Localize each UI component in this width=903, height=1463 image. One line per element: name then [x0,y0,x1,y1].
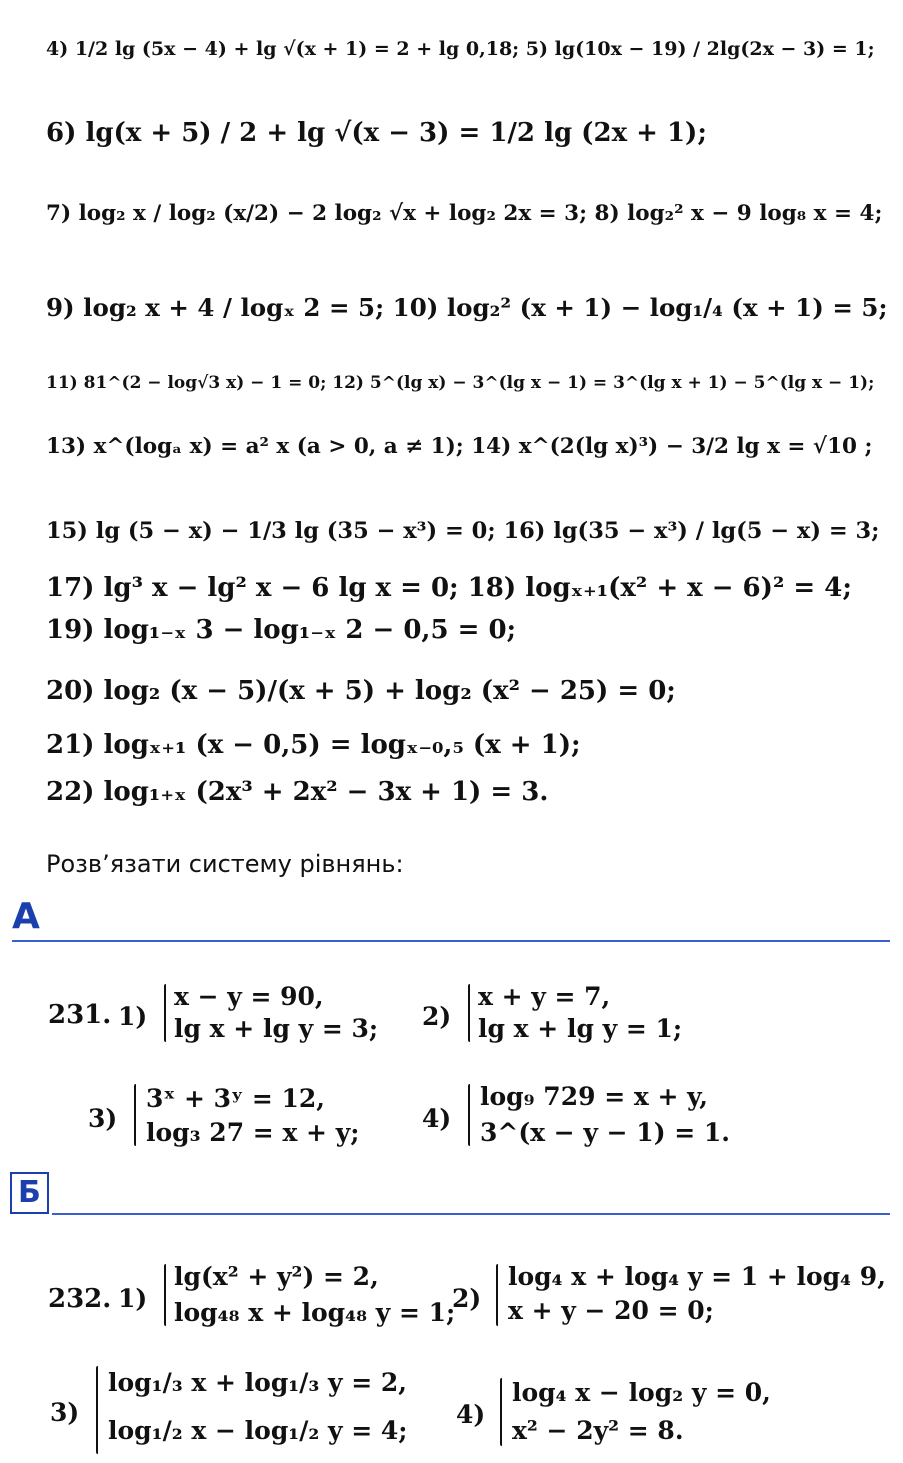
problem-231-number: 231. [48,1000,112,1030]
equation-7-8: 7) log₂ x / log₂ (x/2) − 2 log₂ √x + log₂ 2x = 3; 8) log₂² x − 9 log₈ x = 4; [46,201,883,226]
system-row: 3ˣ + 3ʸ = 12, [146,1084,325,1113]
section-a-divider [12,940,890,942]
equation-6: 6) lg(x + 5) / 2 + lg √(x − 3) = 1/2 lg (2x + 1); [46,118,707,148]
system-232-3 [50,1362,408,1458]
system-row: log₄₈ x + log₄₈ y = 1; [174,1298,456,1327]
equation-11-12: 11) 81^(2 − log√3 x) − 1 = 0; 12) 5^(lg x) − 3^(lg x − 1) = 3^(lg x + 1) − 5^(lg x − 1); [46,373,875,393]
system-232-4 [456,1374,816,1450]
system-prompt: Розв’язати систему рівнянь: [46,850,404,878]
system-232-1 [118,1260,456,1330]
equation-9-10: 9) log₂ x + 4 / logₓ 2 = 5; 10) log₂² (x + 1) − log₁/₄ (x + 1) = 5; [46,293,888,322]
system-label: 1) [118,1002,148,1031]
system-label: 4) [422,1104,452,1133]
system-row: x + y − 20 = 0; [508,1296,714,1325]
equation-21: 21) logₓ₊₁ (x − 0,5) = logₓ₋₀,₅ (x + 1); [46,730,581,760]
system-label: 3) [50,1398,80,1427]
system-row: log₄ x + log₄ y = 1 + log₄ 9, [508,1262,886,1291]
problem-232-number: 232. [48,1284,112,1314]
system-row: log₄ x − log₂ y = 0, [512,1378,771,1407]
system-232-2 [452,1260,892,1330]
system-row: x² − 2y² = 8. [512,1416,684,1445]
system-label: 1) [118,1284,148,1313]
section-a-label: А [12,896,40,937]
system-row: lg(x² + y²) = 2, [174,1262,379,1291]
system-brace [134,1084,136,1146]
system-brace [96,1366,98,1454]
system-row: 3^(x − y − 1) = 1. [480,1118,730,1147]
section-b-divider [52,1213,890,1215]
system-brace [468,984,470,1042]
equation-20: 20) log₂ (x − 5)/(x + 5) + log₂ (x² − 25) = 0; [46,676,676,706]
system-brace [468,1084,470,1146]
system-label: 2) [422,1002,452,1031]
equation-4-5: 4) 1/2 lg (5x − 4) + lg √(x + 1) = 2 + lg 0,18; 5) lg(10x − 19) / 2lg(2x − 3) = 1; [46,38,875,60]
system-231-1 [118,980,388,1046]
system-row: x + y = 7, [478,982,611,1011]
system-row: log₉ 729 = x + y, [480,1082,708,1111]
system-brace [164,984,166,1042]
system-label: 2) [452,1284,482,1313]
system-brace [500,1378,502,1446]
system-brace [496,1264,498,1326]
system-row: x − y = 90, [174,982,324,1011]
system-231-3 [88,1080,388,1150]
equation-13-14: 13) x^(logₐ x) = a² x (a > 0, a ≠ 1); 14) x^(2(lg x)³) − 3/2 lg x = √10 ; [46,434,873,459]
system-row: log₃ 27 = x + y; [146,1118,360,1147]
equation-15-16: 15) lg (5 − x) − 1/3 lg (35 − x³) = 0; 16) lg(35 − x³) / lg(5 − x) = 3; [46,518,880,544]
system-row: log₁/₃ x + log₁/₃ y = 2, [108,1368,408,1397]
system-row: lg x + lg y = 1; [478,1014,683,1043]
system-231-4 [422,1080,730,1150]
system-row: log₁/₂ x − log₁/₂ y = 4; [108,1416,408,1445]
system-brace [164,1264,166,1326]
system-231-2 [422,980,682,1046]
equation-17-18: 17) lg³ x − lg² x − 6 lg x = 0; 18) logₓ₊₁(x² + x − 6)² = 4; [46,573,852,603]
system-label: 4) [456,1400,486,1429]
equation-19: 19) log₁₋ₓ 3 − log₁₋ₓ 2 − 0,5 = 0; [46,615,517,645]
system-row: lg x + lg y = 3; [174,1014,379,1043]
section-b-label: Б [10,1172,49,1214]
equation-22: 22) log₁₊ₓ (2x³ + 2x² − 3x + 1) = 3. [46,777,549,807]
system-label: 3) [88,1104,118,1133]
